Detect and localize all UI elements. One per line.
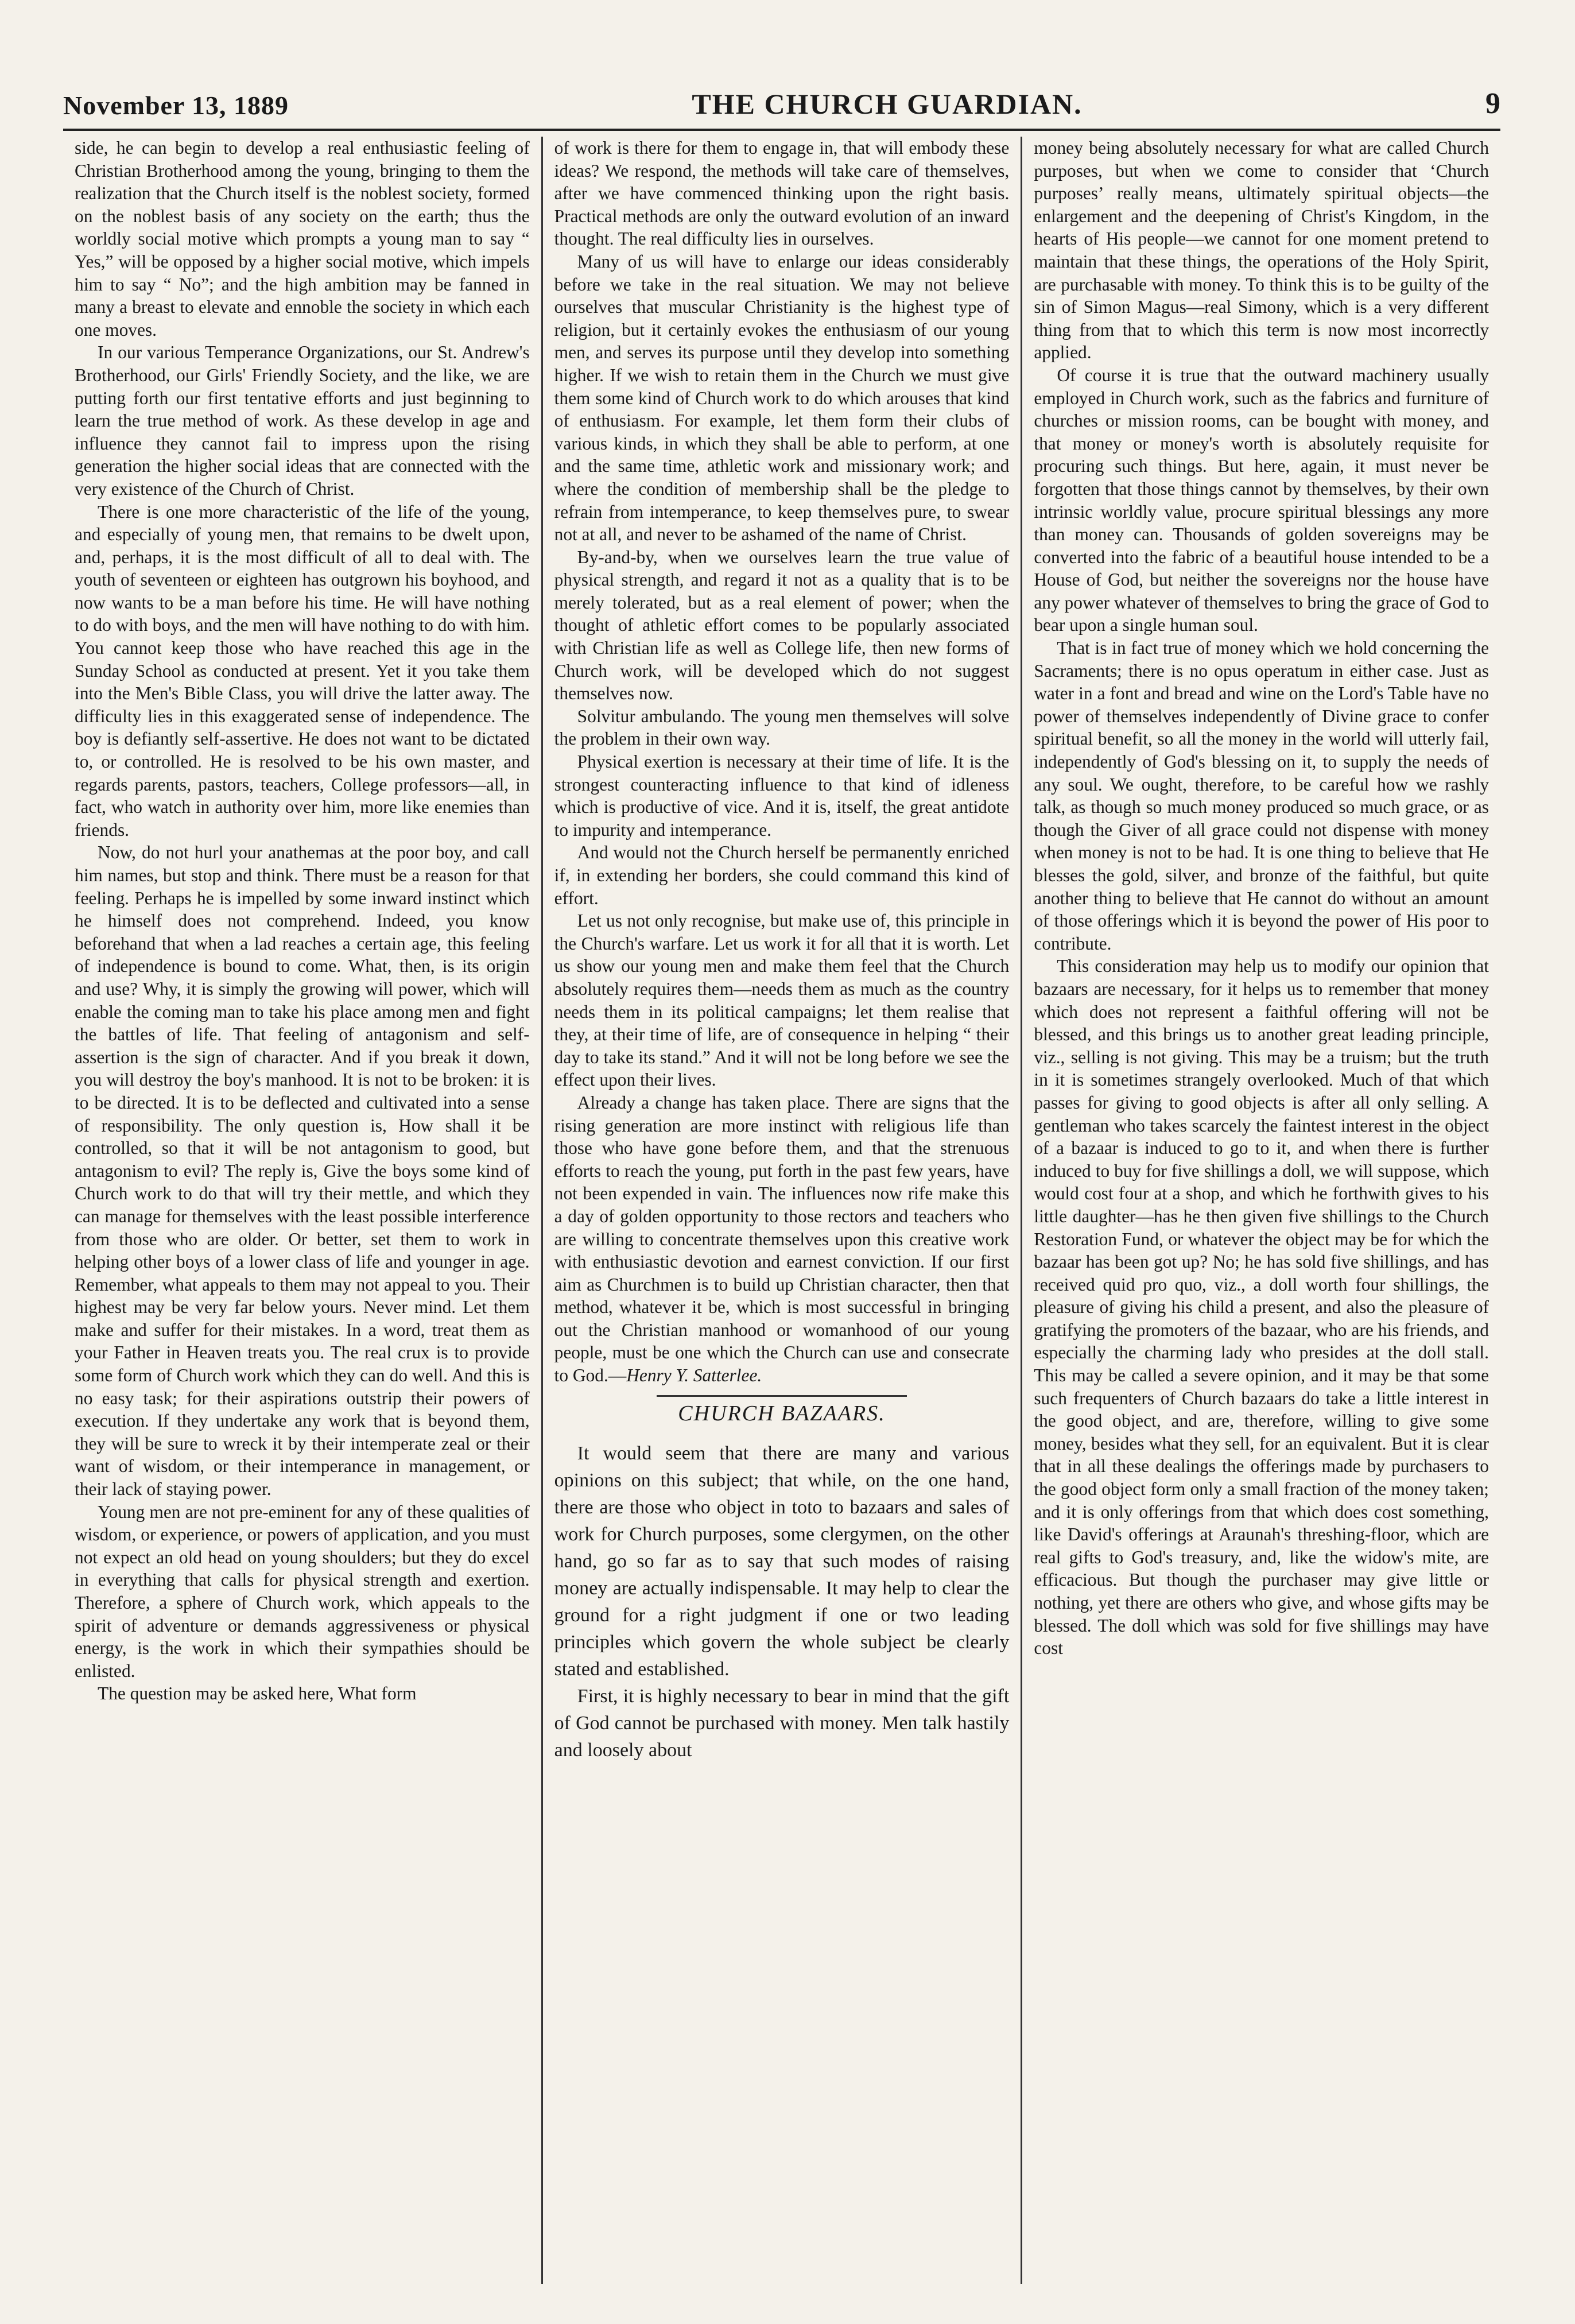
paragraph: And would not the Church herself be permanently enriched if, in extending her borders, she could command this kind of effort. xyxy=(554,842,1010,908)
column-3 xyxy=(1021,137,1500,2284)
section-divider xyxy=(657,1395,907,1397)
column-2 xyxy=(541,137,1021,2284)
paragraph: of work is there for them to engage in, that will embody these ideas? We respond, the methods will take care of themselves, after we have commenced thinking upon the right basis. Practical methods are only the outward evolution of an inward thought. The real difficulty lies in ourselves. xyxy=(554,138,1010,249)
paragraph: Solvitur ambulando. The young men themselves will solve the problem in their own way. xyxy=(554,706,1010,749)
paragraph: There is one more characteristic of the life of the young, and especially of young men, that remains to be dwelt upon, and, perhaps, it is the most difficult of all to deal with. The youth of seventeen or eighteen has outgrown his boyhood, and now wants to be a man before his time. He will have nothing to do with boys, and the men will have nothing to do with him. You cannot keep those who have reached this age in the Sunday School as conducted at present. Yet it you take them into the Men's Bible Class, you will drive the latter away. The difficulty lies in this exaggerated sense of independence. The boy is defiantly self-assertive. He does not want to be dictated to, or controlled. He is resolved to be his own master, and regards parents, pastors, teachers, College professors—all, in fact, who watch in authority over him, more like enemies than friends. xyxy=(75,501,530,840)
paragraph: Of course it is true that the outward machinery usually employed in Church work, such as the fabrics and furniture of churches or mission rooms, can be bought with money, and that money or money's worth is absolutely requisite for procuring such things. But here, again, it must never be forgotten that those things cannot by themselves, by their own intrinsic worldly value, procure spiritual blessings any more than money can. Thousands of golden sovereigns may be converted into the fabric of a beautiful house intended to be a House of God, but neither the sovereigns nor the house have any power whatever of themselves to bring the grace of God to bear upon a single human soul. xyxy=(1034,365,1489,636)
paragraph: Physical exertion is necessary at their time of life. It is the strongest counteracting influence to that kind of idleness which is productive of vice. And it is, itself, the great antidote to impurity and intemperance. xyxy=(554,752,1010,840)
newspaper-title: THE CHURCH GUARDIAN. xyxy=(692,88,1083,120)
author-signature: Henry Y. Satterlee. xyxy=(626,1365,762,1386)
issue-date: November 13, 1889 xyxy=(63,91,289,120)
paragraph: money being absolutely necessary for what are called Church purposes, but when we come to consider that ‘Church purposes’ really means, ultimately spiritual objects—the enlargement and the deepening of Christ's Kingdom, in the hearts of His people—we cannot for one moment pretend to maintain that these things, the operations of the Holy Spirit, are purchasable with money. To think this is to be guilty of the sin of Simon Magus—real Simony, which is a very different thing from that to which this term is now most incorrectly applied. xyxy=(1034,138,1489,363)
paragraph: That is in fact true of money which we hold concerning the Sacraments; there is no opus operatum in either case. Just as water in a font and bread and wine on the Lord's Table have no power of themselves independently of Divine grace to confer spiritual benefit, so all the money in the world will utterly fail, independently of God's blessing on it, to supply the needs of any soul. We ought, therefore, to be careful how we rashly talk, as though so much money produced so much grace, or as though the Giver of all grace could not dispense with money when money is not to be had. It is one thing to believe that He blesses the gold, silver, and bronze of the faithful, but quite another thing to believe that He cannot do without an amount of those offerings which it is beyond the power of His poor to contribute. xyxy=(1034,638,1489,954)
paragraph: In our various Temperance Organizations, our St. Andrew's Brotherhood, our Girls' Friendly Society, and the like, we are putting forth our first tentative efforts and just beginning to learn the true method of work. As these develop in age and influence they cannot fail to impress upon the rising generation the higher social ideas that are connected with the very existence of the Church of Christ. xyxy=(75,342,530,499)
paragraph: First, it is highly necessary to bear in mind that the gift of God cannot be purchased with money. Men talk hastily and loosely about xyxy=(554,1686,1010,1761)
paragraph: Let us not only recognise, but make use of, this principle in the Church's warfare. Let us work it for all that it is worth. Let us show our young men and make them feel that the Church absolutely requires them—needs them as much as the country needs them in its political campaigns; let them realise that they, at their time of life, are of consequence in helping “ their day to take its stand.” And it will not be long before we see the effect upon their lives. xyxy=(554,911,1010,1090)
paragraph: Young men are not pre-eminent for any of these qualities of wisdom, or experience, or powers of application, and you must not expect an old head on young shoulders; but they do excel in everything that calls for physical strength and exertion. Therefore, a sphere of Church work, which appeals to the spirit of adventure or demands aggressiveness or physical energy, is the work in which their sympathies should be enlisted. xyxy=(75,1501,530,1681)
page-number: 9 xyxy=(1485,87,1500,120)
paragraph: side, he can begin to develop a real enthusiastic feeling of Christian Brotherhood among the young, bringing to them the realization that the Church itself is the noblest society, formed on the noblest basis of any society on the earth; thus the worldly social motive which prompts a young man to say “ Yes,” will be opposed by a higher social motive, which impels him to say “ No”; and the high ambition may be fanned in many a breast to elevate and ennoble the society in which each one moves. xyxy=(75,138,530,340)
article-columns xyxy=(63,137,1500,2284)
column-1 xyxy=(63,137,541,2284)
paragraph: Now, do not hurl your anathemas at the poor boy, and call him names, but stop and think. There must be a reason for that feeling. Perhaps he is impelled by some inward instinct which he himself does not comprehend. Indeed, you know beforehand that when a lad reaches a certain age, this feeling of independence is bound to come. What, then, is its origin and use? Why, it is simply the growing will power, which will enable the coming man to take his place among men and fight the battles of life. That feeling of antagonism and self-assertion is the sign of character. And if you break it down, you will destroy the boy's manhood. It is not to be broken: it is to be directed. It is to be deflected and cultivated into a sense of responsibility. The only question is, How shall it be controlled, so that it will be not antagonism to good, but antagonism to evil? The reply is, Give the boys some kind of Church work to do that will try their mettle, and which they can manage for themselves with the least possible interference from those who are older. Or better, set them to work in helping other boys of a lower class of life and younger in age. Remember, what appeals to them may not appeal to you. Their highest may be very far below yours. Never mind. Let them make and suffer for their mistakes. In a word, treat them as your Father in Heaven treats you. The real crux is to provide some form of Church work which they can do well. And this is no easy task; for their aspirations outstrip their powers of execution. If they undertake any work that is beyond them, they will be sure to wreck it by their intemperate zeal or their want of wisdom, or their intemperance in management, or their lack of staying power. xyxy=(75,842,530,1500)
paragraph: The question may be asked here, What form xyxy=(98,1683,417,1704)
paragraph: It would seem that there are many and various opinions on this subject; that while, on the one hand, there are those who object in toto to bazaars and sales of work for Church purposes, some clergymen, on the other hand, go so far as to say that such modes of raising money are actually indispensable. It may help to clear the ground for a right judgment if one or two leading principles which govern the whole subject be clearly stated and established. xyxy=(554,1443,1010,1680)
paragraph: By-and-by, when we ourselves learn the true value of physical strength, and regard it not as a quality that is to be merely tolerated, but as a real element of power; when the thought of athletic effort comes to be popularly associated with Christian life as well as College life, then new forms of Church work, will be developed which do not suggest themselves now. xyxy=(554,547,1010,704)
section-title: CHURCH BAZAARS. xyxy=(678,1401,886,1426)
paragraph xyxy=(554,1091,1010,1387)
page-header xyxy=(63,80,1500,131)
paragraph: Many of us will have to enlarge our ideas considerably before we take in the real situation. We may not believe ourselves that muscular Christianity is the highest type of religion, but it certainly evokes the enthusiasm of our young men, and serves its purpose until they develop into something higher. If we wish to retain them in the Church we must give them some kind of Church work to do which arouses that kind of enthusiasm. For example, let them form their clubs of various kinds, in which they shall be able to perform, at one and the same time, athletic work and missionary work; and where the condition of membership shall be the pledge to refrain from intemperance, to keep themselves pure, to swear not at all, and never to be ashamed of the name of Christ. xyxy=(554,251,1010,545)
paragraph: This consideration may help us to modify our opinion that bazaars are necessary, for it helps us to remember that money which does not represent a faithful offering will not be blessed, and this brings us to another great leading principle, viz., selling is not giving. This may be a truism; but the truth in it is sometimes strangely overlooked. Much of that which passes for giving to good objects is after all only selling. A gentleman who takes scarcely the faintest interest in the object of a bazaar is induced to go to it, and when there is further induced to buy for five shillings a doll, we will suppose, which would cost four at a shop, and which he forthwith gives to his little daughter—has he then given five shillings to the Church Restoration Fund, or whatever the object may be for which the bazaar has been got up? No; he has sold five shillings, and has received quid pro quo, viz., a doll worth four shillings, the pleasure of giving his child a present, and also the pleasure of gratifying the promoters of the bazaar, who are his friends, and especially the charming lady who presides at the doll stall. This may be called a severe opinion, and it may be that some such frequenters of Church bazaars do take a little interest in the good object, and are, therefore, willing to give some money, besides what they sell, for an equivalent. But it is clear that in all these dealings the offerings made by purchasers to the good object form only a small fraction of the money taken; and it is only offerings from that which does cost something, like David's offerings at Araunah's threshing-floor, which are real gifts to God's treasury, and, like the widow's mite, are efficacious. But though the purchaser may give little or nothing, yet there are others who give, and whose gifts may be blessed. The doll which was sold for five shillings may have cost xyxy=(1034,956,1489,1659)
paragraph-text: Already a change has taken place. There are signs that the rising generation are more instinct with religious life than those who have gone before them, and that the strenuous efforts to reach the young, put forth in the past few years, have not been expended in vain. The influences now rife make this a day of golden opportunity to those rectors and teachers who are willing to concentrate themselves upon this creative work with enthusiastic devotion and earnest conviction. If our first aim as Churchmen is to build up Christian character, then that method, whatever it be, which is most successful in bringing out the Christian manhood or womanhood of our young people, must be one which the Church can use and consecrate to God.— xyxy=(554,1092,1010,1386)
